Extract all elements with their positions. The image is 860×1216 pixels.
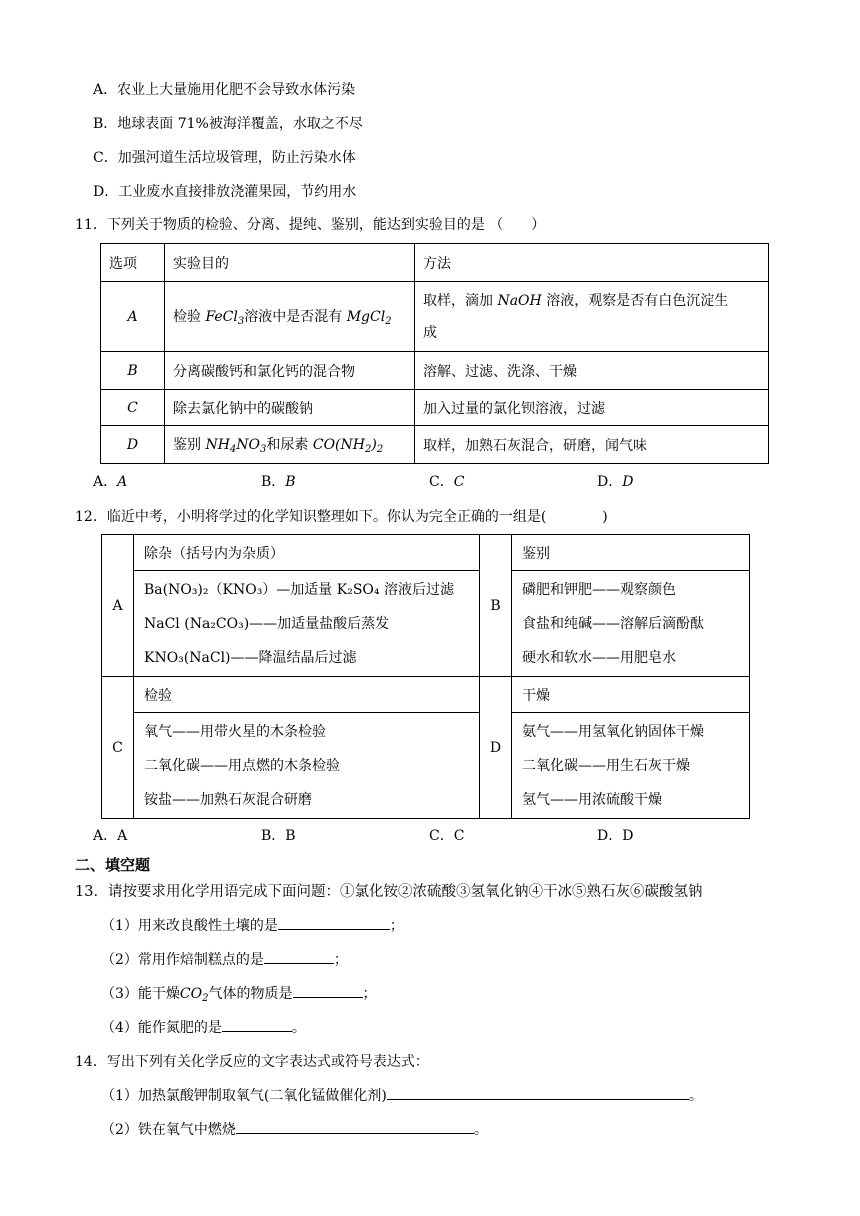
row-option: A	[101, 282, 165, 352]
q12-title-d: 干燥	[512, 677, 750, 713]
q12-title-b: 鉴别	[512, 535, 750, 571]
header-goal: 实验目的	[165, 244, 415, 282]
row-method: 取样，滴加 NaOH 溶液，观察是否有白色沉淀生 成	[415, 282, 769, 352]
q12-choice-b: B．B	[261, 828, 296, 844]
row-option: D	[101, 426, 165, 464]
q12-stem: 12．临近中考，小明将学过的化学知识整理如下。你认为完全正确的一组是( )	[75, 509, 608, 525]
row-goal: 鉴别 $NH_4NO_3$和尿素 $CO(NH_2)_2$	[165, 426, 415, 464]
table-header-row	[101, 244, 769, 282]
q12-label-b: B	[480, 535, 512, 677]
q14-part2: （2）铁在氧气中燃烧 。	[101, 1122, 488, 1138]
q11-stem: 11．下列关于物质的检验、分离、提纯、鉴别，能达到实验目的是 （ ）	[75, 217, 546, 233]
q12-c-line2: 二氧化碳——用点燃的木条检验	[144, 757, 340, 774]
header-method: 方法	[415, 244, 769, 282]
q12-table	[101, 534, 750, 819]
q12-d-line3: 氢气——用浓硫酸干燥	[522, 791, 662, 808]
q12-choice-d: D．D	[597, 828, 634, 844]
row-goal: 除去氯化钠中的碳酸钠	[165, 390, 415, 426]
q12-b-line3: 硬水和软水——用肥皂水	[522, 649, 676, 666]
row-method: 溶解、过滤、洗涤、干燥	[415, 352, 769, 390]
answer-blank[interactable]	[222, 1018, 292, 1032]
q12-cell-a	[134, 571, 480, 677]
header-option: 选项	[101, 244, 165, 282]
q12-choice-a: A．A	[93, 828, 128, 844]
answer-blank[interactable]	[387, 1086, 689, 1100]
q12-cell-b	[512, 571, 750, 677]
answer-blank[interactable]	[264, 950, 334, 964]
q13-stem: 13．请按要求用化学用语完成下面问题：①氯化铵②浓硫酸③氢氧化钠④干冰⑤熟石灰⑥碳酸氢钠	[75, 884, 703, 900]
q13-part2: （2）常用作焙制糕点的是 ；	[101, 952, 348, 968]
row-method: 取样，加熟石灰混合，研磨，闻气味	[415, 426, 769, 464]
q13-part4: （4）能作氮肥的是 。	[101, 1020, 306, 1036]
q12-label-a: A	[102, 535, 134, 677]
answer-blank[interactable]	[293, 984, 363, 998]
q12-title-c: 检验	[134, 677, 480, 713]
answer-blank[interactable]	[278, 916, 390, 930]
table-row	[101, 426, 769, 464]
q12-b-line2: 食盐和纯碱——溶解后滴酚酞	[522, 615, 704, 632]
q14-part1: （1）加热氯酸钾制取氧气(二氧化锰做催化剂) 。	[101, 1088, 703, 1104]
q12-cell-d	[512, 713, 750, 819]
row-method: 加入过量的氯化钡溶液，过滤	[415, 390, 769, 426]
row-option: C	[101, 390, 165, 426]
q11-choice-b: B．B	[261, 474, 296, 490]
q10-option-b: B．地球表面 71%被海洋覆盖，水取之不尽	[93, 116, 363, 132]
q12-d-line1: 氨气——用氢氧化钠固体干燥	[522, 723, 704, 740]
q12-d-line2: 二氧化碳——用生石灰干燥	[522, 757, 690, 774]
q12-c-line1: 氧气——用带火星的木条检验	[144, 723, 326, 740]
q12-c-line3: 铵盐——加熟石灰混合研磨	[144, 791, 312, 808]
q14-stem: 14．写出下列有关化学反应的文字表达式或符号表达式：	[75, 1054, 429, 1070]
row-option: B	[101, 352, 165, 390]
q12-a-line2: NaCl (Na₂CO₃)——加适量盐酸后蒸发	[144, 615, 390, 632]
q12-a-line3: KNO₃(NaCl)——降温结晶后过滤	[144, 649, 357, 666]
q12-a-line1: Ba(NO₃)₂（KNO₃）—加适量 K₂SO₄ 溶液后过滤	[144, 581, 454, 598]
q11-choice-c: C．C	[429, 474, 465, 490]
table-row	[101, 282, 769, 352]
q12-b-line1: 磷肥和钾肥——观察颜色	[522, 581, 676, 598]
q11-choice-a: A．A	[93, 474, 128, 490]
q13-part1: （1）用来改良酸性土壤的是 ；	[101, 918, 404, 934]
q12-label-d: D	[480, 677, 512, 819]
q12-title-a: 除杂（括号内为杂质）	[134, 535, 480, 571]
table-row	[101, 390, 769, 426]
q11-table	[100, 243, 769, 464]
table-row	[101, 352, 769, 390]
row-goal: 检验 FeCl$_3$溶液中是否混有 MgCl$_2$	[165, 282, 415, 352]
q10-option-a: A．农业上大量施用化肥不会导致水体污染	[93, 82, 356, 98]
q10-option-d: D．工业废水直接排放浇灌果园，节约用水	[93, 184, 357, 200]
q13-part3: （3）能干燥$CO_2$气体的物质是 ；	[101, 986, 377, 1004]
q12-choice-c: C．C	[429, 828, 465, 844]
row-goal: 分离碳酸钙和氯化钙的混合物	[165, 352, 415, 390]
q12-label-c: C	[102, 677, 134, 819]
answer-blank[interactable]	[236, 1120, 474, 1134]
q12-cell-c	[134, 713, 480, 819]
q11-choice-d: D．D	[597, 474, 634, 490]
q10-option-c: C．加强河道生活垃圾管理，防止污染水体	[93, 150, 356, 166]
section-heading: 二、填空题	[75, 856, 151, 874]
